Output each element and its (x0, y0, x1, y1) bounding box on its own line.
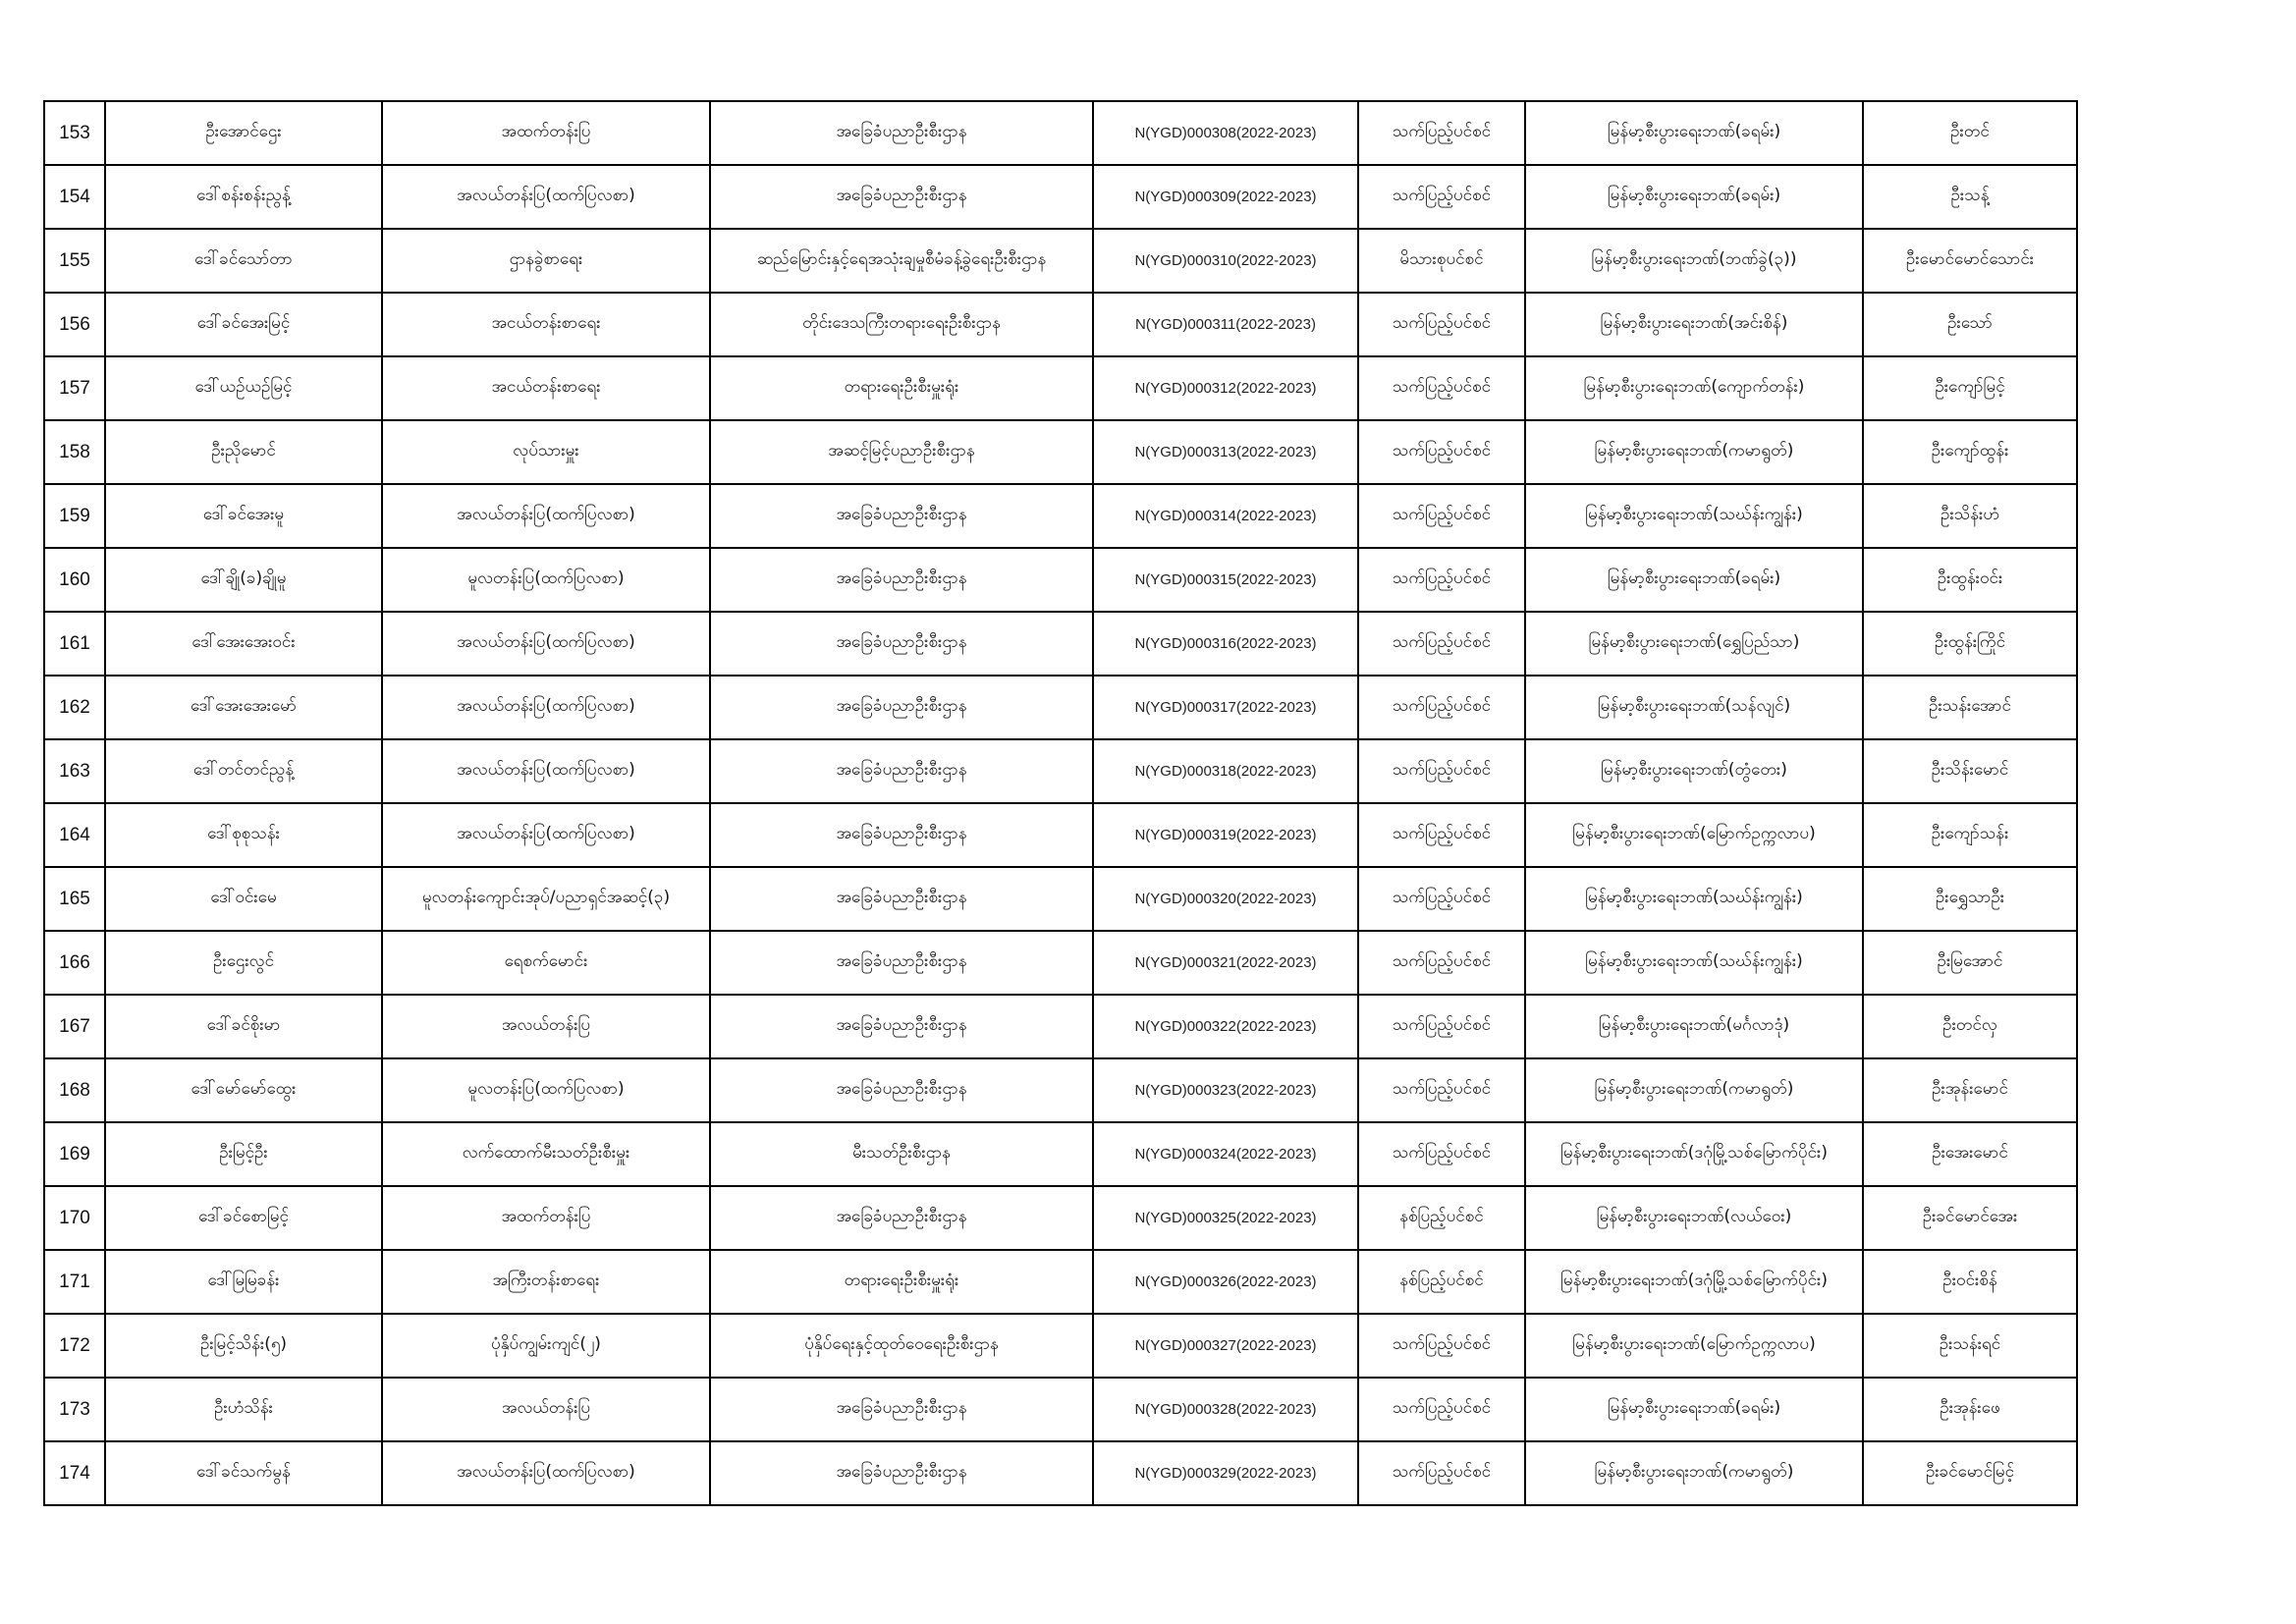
position-title-cell: ရေစက်မောင်း (382, 931, 710, 995)
row-number-cell: 154 (44, 165, 105, 229)
reference-code-cell: N(YGD)000319(2022-2023) (1093, 803, 1358, 867)
father-name-cell: ဦးမြအောင် (1863, 931, 2077, 995)
pension-type-cell: သက်ပြည့်ပင်စင် (1358, 356, 1525, 420)
row-number-cell: 168 (44, 1058, 105, 1122)
reference-code-cell: N(YGD)000329(2022-2023) (1093, 1441, 1358, 1505)
person-name-cell: ဒေါ်အေးအေးမော် (105, 676, 382, 739)
father-name-cell: ဦးတင် (1863, 101, 2077, 165)
bank-branch-cell: မြန်မာ့စီးပွားရေးဘဏ်(ရွှေပြည်သာ) (1525, 612, 1863, 676)
row-number-cell: 160 (44, 548, 105, 612)
table-row (44, 484, 2077, 548)
bank-branch-cell: မြန်မာ့စီးပွားရေးဘဏ်(ဘဏ်ခွဲ(၃)) (1525, 229, 1863, 293)
reference-code-cell: N(YGD)000328(2022-2023) (1093, 1378, 1358, 1441)
row-number-cell: 174 (44, 1441, 105, 1505)
bank-branch-cell: မြန်မာ့စီးပွားရေးဘဏ်(မြောက်ဥက္ကလာပ) (1525, 803, 1863, 867)
father-name-cell: ဦးခင်မောင်အေး (1863, 1186, 2077, 1250)
table-row (44, 1250, 2077, 1314)
person-name-cell: ဦးမြင့်သိန်း(၅) (105, 1314, 382, 1378)
row-number-cell: 155 (44, 229, 105, 293)
table-row (44, 1186, 2077, 1250)
table-row (44, 1058, 2077, 1122)
position-title-cell: အထက်တန်းပြ (382, 101, 710, 165)
father-name-cell: ဦးအုန်းဖေ (1863, 1378, 2077, 1441)
position-title-cell: မူလတန်းပြ(ထက်ပြလစာ) (382, 548, 710, 612)
father-name-cell: ဦးသန်းအောင် (1863, 676, 2077, 739)
department-name-cell: မီးသတ်ဦးစီးဌာန (710, 1122, 1093, 1186)
bank-branch-cell: မြန်မာ့စီးပွားရေးဘဏ်(တွံတေး) (1525, 739, 1863, 803)
bank-branch-cell: မြန်မာ့စီးပွားရေးဘဏ်(မြောက်ဥက္ကလာပ) (1525, 1314, 1863, 1378)
bank-branch-cell: မြန်မာ့စီးပွားရေးဘဏ်(ခရမ်း) (1525, 101, 1863, 165)
person-name-cell: ဒေါ်ဝင်းမေ (105, 867, 382, 931)
position-title-cell: အငယ်တန်းစာရေး (382, 293, 710, 356)
table-row (44, 101, 2077, 165)
table-row (44, 1122, 2077, 1186)
position-title-cell: အလယ်တန်းပြ(ထက်ပြလစာ) (382, 612, 710, 676)
reference-code-cell: N(YGD)000315(2022-2023) (1093, 548, 1358, 612)
row-number-cell: 159 (44, 484, 105, 548)
position-title-cell: အထက်တန်းပြ (382, 1186, 710, 1250)
reference-code-cell: N(YGD)000314(2022-2023) (1093, 484, 1358, 548)
pension-type-cell: သက်ပြည့်ပင်စင် (1358, 867, 1525, 931)
position-title-cell: အလယ်တန်းပြ(ထက်ပြလစာ) (382, 676, 710, 739)
position-title-cell: အလယ်တန်းပြ (382, 995, 710, 1058)
father-name-cell: ဦးအုန်းမောင် (1863, 1058, 2077, 1122)
pension-type-cell: သက်ပြည့်ပင်စင် (1358, 995, 1525, 1058)
bank-branch-cell: မြန်မာ့စီးပွားရေးဘဏ်(ကမာရွတ်) (1525, 420, 1863, 484)
row-number-cell: 153 (44, 101, 105, 165)
bank-branch-cell: မြန်မာ့စီးပွားရေးဘဏ်(ဒဂုံမြို့သစ်မြောက်ပိုင်း) (1525, 1250, 1863, 1314)
department-name-cell: အခြေခံပညာဦးစီးဌာန (710, 867, 1093, 931)
reference-code-cell: N(YGD)000312(2022-2023) (1093, 356, 1358, 420)
department-name-cell: ပုံနှိပ်ရေးနှင့်ထုတ်ဝေရေးဦးစီးဌာန (710, 1314, 1093, 1378)
reference-code-cell: N(YGD)000327(2022-2023) (1093, 1314, 1358, 1378)
reference-code-cell: N(YGD)000323(2022-2023) (1093, 1058, 1358, 1122)
father-name-cell: ဦးဝင်းစိန် (1863, 1250, 2077, 1314)
pension-type-cell: သက်ပြည့်ပင်စင် (1358, 676, 1525, 739)
pension-type-cell: သက်ပြည့်ပင်စင် (1358, 612, 1525, 676)
row-number-cell: 158 (44, 420, 105, 484)
table-row (44, 995, 2077, 1058)
father-name-cell: ဦးခင်မောင်မြင့် (1863, 1441, 2077, 1505)
person-name-cell: ဒေါ်ခင်အေးမူ (105, 484, 382, 548)
row-number-cell: 156 (44, 293, 105, 356)
person-name-cell: ဦးအောင်ဌေး (105, 101, 382, 165)
pension-type-cell: သက်ပြည့်ပင်စင် (1358, 165, 1525, 229)
pension-type-cell: မိသားစုပင်စင် (1358, 229, 1525, 293)
department-name-cell: အခြေခံပညာဦးစီးဌာန (710, 612, 1093, 676)
table-row (44, 548, 2077, 612)
position-title-cell: ဌာနခွဲစာရေး (382, 229, 710, 293)
pension-type-cell: သက်ပြည့်ပင်စင် (1358, 293, 1525, 356)
person-name-cell: ဦးဌေးလွင် (105, 931, 382, 995)
bank-branch-cell: မြန်မာ့စီးပွားရေးဘဏ်(လယ်ဝေး) (1525, 1186, 1863, 1250)
person-name-cell: ဒေါ်အေးအေးဝင်း (105, 612, 382, 676)
table-row (44, 612, 2077, 676)
department-name-cell: အခြေခံပညာဦးစီးဌာန (710, 1378, 1093, 1441)
father-name-cell: ဦးအေးမောင် (1863, 1122, 2077, 1186)
person-name-cell: ဒေါ်ခင်သော်တာ (105, 229, 382, 293)
department-name-cell: ဆည်မြောင်းနှင့်ရေအသုံးချမှုစီမံခန့်ခွဲရေးဦးစီးဌာန (710, 229, 1093, 293)
department-name-cell: အခြေခံပညာဦးစီးဌာန (710, 995, 1093, 1058)
position-title-cell: လုပ်သားမှူး (382, 420, 710, 484)
position-title-cell: ပုံနှိပ်ကျွမ်းကျင်(၂) (382, 1314, 710, 1378)
department-name-cell: အဆင့်မြင့်ပညာဦးစီးဌာန (710, 420, 1093, 484)
table-row (44, 676, 2077, 739)
person-name-cell: ဒေါ်မြမြခန်း (105, 1250, 382, 1314)
table-row (44, 293, 2077, 356)
bank-branch-cell: မြန်မာ့စီးပွားရေးဘဏ်(အင်းစိန်) (1525, 293, 1863, 356)
table-row (44, 1314, 2077, 1378)
position-title-cell: လက်ထောက်မီးသတ်ဦးစီးမှူး (382, 1122, 710, 1186)
pension-type-cell: နစ်ပြည့်ပင်စင် (1358, 1186, 1525, 1250)
bank-branch-cell: မြန်မာ့စီးပွားရေးဘဏ်(ဒဂုံမြို့သစ်မြောက်ပိုင်း) (1525, 1122, 1863, 1186)
bank-branch-cell: မြန်မာ့စီးပွားရေးဘဏ်(သဃ်န်းကျွန်း) (1525, 931, 1863, 995)
row-number-cell: 157 (44, 356, 105, 420)
pension-type-cell: သက်ပြည့်ပင်စင် (1358, 1058, 1525, 1122)
department-name-cell: အခြေခံပညာဦးစီးဌာန (710, 165, 1093, 229)
father-name-cell: ဦးကျော်သန်း (1863, 803, 2077, 867)
department-name-cell: တိုင်းဒေသကြီးတရားရေးဦးစီးဌာန (710, 293, 1093, 356)
bank-branch-cell: မြန်မာ့စီးပွားရေးဘဏ်(ခရမ်း) (1525, 165, 1863, 229)
position-title-cell: အကြီးတန်းစာရေး (382, 1250, 710, 1314)
records-table (43, 100, 2078, 1506)
person-name-cell: ဦးညိုမောင် (105, 420, 382, 484)
position-title-cell: အလယ်တန်းပြ(ထက်ပြလစာ) (382, 484, 710, 548)
department-name-cell: အခြေခံပညာဦးစီးဌာန (710, 1441, 1093, 1505)
row-number-cell: 171 (44, 1250, 105, 1314)
row-number-cell: 163 (44, 739, 105, 803)
person-name-cell: ဦးဟံသိန်း (105, 1378, 382, 1441)
father-name-cell: ဦးသိန်းဟံ (1863, 484, 2077, 548)
department-name-cell: အခြေခံပညာဦးစီးဌာန (710, 1186, 1093, 1250)
reference-code-cell: N(YGD)000309(2022-2023) (1093, 165, 1358, 229)
bank-branch-cell: မြန်မာ့စီးပွားရေးဘဏ်(ကမာရွတ်) (1525, 1058, 1863, 1122)
row-number-cell: 169 (44, 1122, 105, 1186)
person-name-cell: ဒေါ်ခင်အေးမြင့် (105, 293, 382, 356)
table-row (44, 931, 2077, 995)
table-row (44, 739, 2077, 803)
bank-branch-cell: မြန်မာ့စီးပွားရေးဘဏ်(ကမာရွတ်) (1525, 1441, 1863, 1505)
department-name-cell: အခြေခံပညာဦးစီးဌာန (710, 548, 1093, 612)
person-name-cell: ဒေါ်စန်းစန်းညွန့် (105, 165, 382, 229)
person-name-cell: ဒေါ်ခင်စောမြင့် (105, 1186, 382, 1250)
table-row (44, 165, 2077, 229)
pension-type-cell: သက်ပြည့်ပင်စင် (1358, 420, 1525, 484)
department-name-cell: အခြေခံပညာဦးစီးဌာန (710, 931, 1093, 995)
department-name-cell: အခြေခံပညာဦးစီးဌာန (710, 101, 1093, 165)
pension-type-cell: နစ်ပြည့်ပင်စင် (1358, 1250, 1525, 1314)
pension-type-cell: သက်ပြည့်ပင်စင် (1358, 931, 1525, 995)
reference-code-cell: N(YGD)000316(2022-2023) (1093, 612, 1358, 676)
table-row (44, 356, 2077, 420)
position-title-cell: အလယ်တန်းပြ(ထက်ပြလစာ) (382, 1441, 710, 1505)
person-name-cell: ဒေါ်စုစုသန်း (105, 803, 382, 867)
reference-code-cell: N(YGD)000308(2022-2023) (1093, 101, 1358, 165)
father-name-cell: ဦးကျော်မြင့် (1863, 356, 2077, 420)
reference-code-cell: N(YGD)000326(2022-2023) (1093, 1250, 1358, 1314)
table-row (44, 1378, 2077, 1441)
father-name-cell: ဦးသိန်းမောင် (1863, 739, 2077, 803)
reference-code-cell: N(YGD)000325(2022-2023) (1093, 1186, 1358, 1250)
bank-branch-cell: မြန်မာ့စီးပွားရေးဘဏ်(သဃ်န်းကျွန်း) (1525, 867, 1863, 931)
reference-code-cell: N(YGD)000313(2022-2023) (1093, 420, 1358, 484)
row-number-cell: 170 (44, 1186, 105, 1250)
table-row (44, 803, 2077, 867)
father-name-cell: ဦးသန့် (1863, 165, 2077, 229)
reference-code-cell: N(YGD)000317(2022-2023) (1093, 676, 1358, 739)
pension-type-cell: သက်ပြည့်ပင်စင် (1358, 803, 1525, 867)
table-row (44, 867, 2077, 931)
reference-code-cell: N(YGD)000318(2022-2023) (1093, 739, 1358, 803)
position-title-cell: အလယ်တန်းပြ(ထက်ပြလစာ) (382, 739, 710, 803)
father-name-cell: ဦးထွန်းကြိုင် (1863, 612, 2077, 676)
person-name-cell: ဒေါ်ယဉ်ယဉ်မြင့် (105, 356, 382, 420)
department-name-cell: အခြေခံပညာဦးစီးဌာန (710, 484, 1093, 548)
pension-type-cell: သက်ပြည့်ပင်စင် (1358, 101, 1525, 165)
department-name-cell: တရားရေးဦးစီးမှူးရုံး (710, 356, 1093, 420)
pension-type-cell: သက်ပြည့်ပင်စင် (1358, 1441, 1525, 1505)
person-name-cell: ဒေါ်ခင်သက်မွန် (105, 1441, 382, 1505)
person-name-cell: ဦးမြင့်ဦး (105, 1122, 382, 1186)
bank-branch-cell: မြန်မာ့စီးပွားရေးဘဏ်(ခရမ်း) (1525, 548, 1863, 612)
person-name-cell: ဒေါ်ချို(ခ)ချိုမူ (105, 548, 382, 612)
row-number-cell: 166 (44, 931, 105, 995)
position-title-cell: အငယ်တန်းစာရေး (382, 356, 710, 420)
father-name-cell: ဦးကျော်ထွန်း (1863, 420, 2077, 484)
department-name-cell: အခြေခံပညာဦးစီးဌာန (710, 739, 1093, 803)
reference-code-cell: N(YGD)000321(2022-2023) (1093, 931, 1358, 995)
department-name-cell: အခြေခံပညာဦးစီးဌာန (710, 803, 1093, 867)
row-number-cell: 172 (44, 1314, 105, 1378)
position-title-cell: အလယ်တန်းပြ (382, 1378, 710, 1441)
pension-type-cell: သက်ပြည့်ပင်စင် (1358, 1314, 1525, 1378)
table-row (44, 1441, 2077, 1505)
pension-type-cell: သက်ပြည့်ပင်စင် (1358, 548, 1525, 612)
father-name-cell: ဦးထွန်းဝင်း (1863, 548, 2077, 612)
department-name-cell: အခြေခံပညာဦးစီးဌာန (710, 676, 1093, 739)
records-table-body (44, 101, 2077, 1505)
bank-branch-cell: မြန်မာ့စီးပွားရေးဘဏ်(ခရမ်း) (1525, 1378, 1863, 1441)
father-name-cell: ဦးရွှေသာဦး (1863, 867, 2077, 931)
table-row (44, 229, 2077, 293)
pension-type-cell: သက်ပြည့်ပင်စင် (1358, 1378, 1525, 1441)
pension-type-cell: သက်ပြည့်ပင်စင် (1358, 1122, 1525, 1186)
row-number-cell: 165 (44, 867, 105, 931)
row-number-cell: 162 (44, 676, 105, 739)
father-name-cell: ဦးသန်းရင် (1863, 1314, 2077, 1378)
person-name-cell: ဒေါ်ခင်စိုးမာ (105, 995, 382, 1058)
table-row (44, 420, 2077, 484)
position-title-cell: အလယ်တန်းပြ(ထက်ပြလစာ) (382, 803, 710, 867)
bank-branch-cell: မြန်မာ့စီးပွားရေးဘဏ်(မင်္ဂလာဒုံ) (1525, 995, 1863, 1058)
father-name-cell: ဦးမောင်မောင်သောင်း (1863, 229, 2077, 293)
reference-code-cell: N(YGD)000310(2022-2023) (1093, 229, 1358, 293)
department-name-cell: တရားရေးဦးစီးမှူးရုံး (710, 1250, 1093, 1314)
position-title-cell: အလယ်တန်းပြ(ထက်ပြလစာ) (382, 165, 710, 229)
reference-code-cell: N(YGD)000311(2022-2023) (1093, 293, 1358, 356)
reference-code-cell: N(YGD)000324(2022-2023) (1093, 1122, 1358, 1186)
reference-code-cell: N(YGD)000322(2022-2023) (1093, 995, 1358, 1058)
row-number-cell: 164 (44, 803, 105, 867)
bank-branch-cell: မြန်မာ့စီးပွားရေးဘဏ်(သန်လျင်) (1525, 676, 1863, 739)
reference-code-cell: N(YGD)000320(2022-2023) (1093, 867, 1358, 931)
father-name-cell: ဦးတင်လှ (1863, 995, 2077, 1058)
row-number-cell: 161 (44, 612, 105, 676)
person-name-cell: ဒေါ်မော်မော်ထွေး (105, 1058, 382, 1122)
pension-type-cell: သက်ပြည့်ပင်စင် (1358, 484, 1525, 548)
bank-branch-cell: မြန်မာ့စီးပွားရေးဘဏ်(ကျောက်တန်း) (1525, 356, 1863, 420)
position-title-cell: မူလတန်းပြ(ထက်ပြလစာ) (382, 1058, 710, 1122)
row-number-cell: 167 (44, 995, 105, 1058)
bank-branch-cell: မြန်မာ့စီးပွားရေးဘဏ်(သဃ်န်းကျွန်း) (1525, 484, 1863, 548)
row-number-cell: 173 (44, 1378, 105, 1441)
department-name-cell: အခြေခံပညာဦးစီးဌာန (710, 1058, 1093, 1122)
father-name-cell: ဦးသော် (1863, 293, 2077, 356)
person-name-cell: ဒေါ်တင်တင်ညွန့် (105, 739, 382, 803)
pension-type-cell: သက်ပြည့်ပင်စင် (1358, 739, 1525, 803)
position-title-cell: မူလတန်းကျောင်းအုပ်/ပညာရှင်အဆင့်(၃) (382, 867, 710, 931)
